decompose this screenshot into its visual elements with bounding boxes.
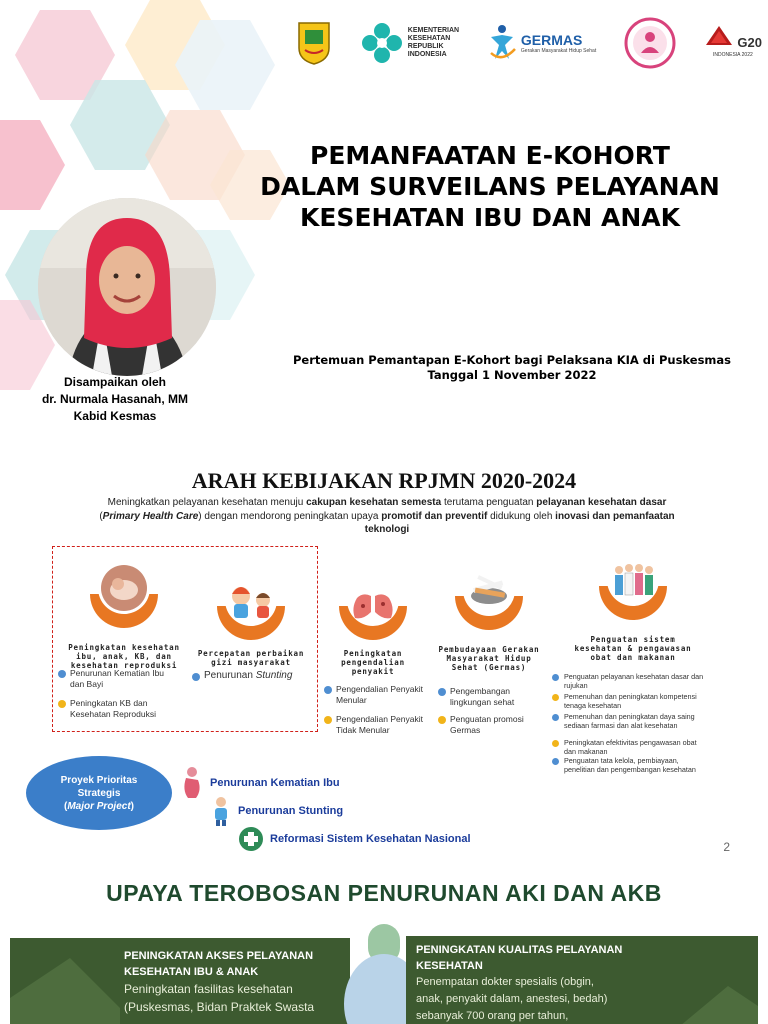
kemenkes-cross-icon xyxy=(360,21,404,65)
badge-line: Strategis xyxy=(77,787,121,799)
lead-emphasis: promotif dan preventif xyxy=(381,510,488,522)
panel-access-content xyxy=(124,948,344,1016)
panel-text: Penempatan dokter spesialis (obgin, xyxy=(416,976,594,988)
logo-row xyxy=(296,8,762,78)
badge-text: ) xyxy=(130,800,135,812)
panel-access xyxy=(10,938,350,1024)
presenter-role: Kabid Kesmas xyxy=(73,409,157,423)
project-label: Reformasi Sistem Kesehatan Nasional xyxy=(270,833,471,845)
pregnant-woman-icon xyxy=(180,766,204,800)
kemenkes-wordmark: KEMENTERIAN KESEHATAN REPUBLIK INDONESIA xyxy=(407,27,460,58)
pillar-germas xyxy=(432,556,546,672)
slide-title: ARAH KEBIJAKAN RPJMN 2020-2024 xyxy=(191,468,577,493)
pillar-label: Peningkatan kesehatan ibu, anak, KB, dan kesehatan reproduksi xyxy=(68,643,180,670)
lead-emphasis: pelayanan kesehatan dasar xyxy=(536,497,667,508)
breakthrough-slide xyxy=(0,866,768,1024)
project-label: Penurunan Stunting xyxy=(238,805,344,817)
presenter-line: Disampaikan oleh xyxy=(63,375,167,389)
event-subtitle xyxy=(262,353,762,383)
presenter-photo xyxy=(38,198,216,376)
project-maternal-mortality xyxy=(180,766,340,800)
cigarettes-icon xyxy=(449,556,529,636)
kemenkes-logo xyxy=(360,21,459,65)
project-health-reform xyxy=(238,826,471,852)
g20-wordmark: G20 xyxy=(737,35,762,50)
pillar-disease-control xyxy=(318,566,428,676)
panel-quality xyxy=(406,936,758,1024)
bullet-communicable: Pengendalian Penyakit Menular xyxy=(324,684,424,705)
g20-gunungan-icon xyxy=(704,25,734,47)
badge-text: ( xyxy=(63,800,68,812)
child-icon xyxy=(210,796,232,826)
gesit-logo xyxy=(624,17,676,69)
lead-emphasis: cakupan kesehatan semesta xyxy=(306,497,442,508)
presentation-title xyxy=(210,140,768,233)
lungs-icon xyxy=(333,566,413,646)
bullet-family-planning: Peningkatan KB dan Kesehatan Reproduksi xyxy=(58,698,188,719)
pillar-label: Peningkatan pengendalian penyakit xyxy=(341,649,405,676)
children-icon xyxy=(211,566,291,646)
major-project-badge xyxy=(26,756,172,830)
bullet-stunting xyxy=(192,671,312,682)
lead-text: ( xyxy=(99,510,103,522)
health-system-icon xyxy=(238,826,264,852)
bullet-maternal-mortality: Penurunan Kematian Ibu dan Bayi xyxy=(58,668,178,689)
health-workers-icon xyxy=(593,546,673,626)
panel-heading: PENINGKATAN AKSES PELAYANAN xyxy=(124,950,314,962)
project-stunting xyxy=(210,796,343,826)
germas-figure-icon xyxy=(487,23,517,63)
panel-heading: KESEHATAN xyxy=(416,960,483,972)
bullet-text: Penurunan xyxy=(204,670,256,681)
badge-line: Proyek Prioritas xyxy=(60,774,138,786)
bullet-pharmaceuticals: Pemenuhan dan peningkatan daya saing sediaan farmasi dan alat kesehatan xyxy=(552,712,708,730)
panel-text: Peningkatan fasilitas kesehatan xyxy=(124,982,293,996)
bullet-healthy-environment: Pengembangan lingkungan sehat xyxy=(438,686,538,707)
pillar-nutrition xyxy=(186,566,316,667)
bullet-germas-promotion: Penguatan promosi Germas xyxy=(438,714,538,735)
lead-text: ) dengan mendorong peningkatan upaya xyxy=(198,510,382,522)
title-line: KESEHATAN IBU DAN ANAK xyxy=(299,203,681,232)
event-name: Pertemuan Pemantapan E-Kohort bagi Pelaksana KIA di Puskesmas xyxy=(292,353,732,367)
pillar-maternal-child xyxy=(58,554,190,670)
page-number: 2 xyxy=(723,840,730,854)
bullet-emphasis: Stunting xyxy=(255,670,293,681)
regency-shield-icon xyxy=(296,20,332,66)
pillar-label: Penguatan sistem kesehatan & pengawasan obat dan makanan xyxy=(574,635,692,662)
panel-text: sebanyak 700 orang per tahun, xyxy=(416,1010,569,1022)
mother-baby-icon xyxy=(84,554,164,634)
lead-text: terutama penguatan xyxy=(441,497,537,508)
germas-wordmark: GERMAS xyxy=(520,32,583,48)
lead-text: didukung oleh xyxy=(487,510,556,522)
title-line: PEMANFAATAN E-KOHORT xyxy=(310,141,670,170)
gesit-seal-icon xyxy=(624,17,676,69)
lead-text: Meningkatkan pelayanan kesehatan menuju xyxy=(107,497,307,508)
germas-logo xyxy=(487,23,596,63)
policy-statement xyxy=(92,496,682,537)
project-label: Penurunan Kematian Ibu xyxy=(210,777,340,789)
bullet-governance: Penguatan tata kelola, pembiayaan, penelitian dan pengembangan kesehatan xyxy=(552,756,708,774)
bullet-non-communicable: Pengendalian Penyakit Tidak Menular xyxy=(324,714,424,735)
g20-tagline: INDONESIA 2022 xyxy=(713,52,753,58)
presenter-name: dr. Nurmala Hasanah, MM xyxy=(41,392,189,406)
title-slide xyxy=(0,0,768,436)
panel-text: (Puskesmas, Bidan Praktek Swasta xyxy=(124,1000,315,1014)
panel-text: anak, penyakit dalam, anestesi, bedah) xyxy=(416,993,608,1005)
policy-slide xyxy=(0,436,768,866)
panel-decoration-icon xyxy=(668,976,758,1024)
regency-logo xyxy=(296,20,332,66)
bullet-health-workforce: Pemenuhan dan peningkatan kompetensi tenaga kesehatan xyxy=(552,692,708,710)
bullet-basic-services: Penguatan pelayanan kesehatan dasar dan rujukan xyxy=(552,672,708,690)
panel-quality-content xyxy=(416,942,676,1024)
presenter-info xyxy=(20,374,210,425)
pillar-label: Percepatan perbaikan gizi masyarakat xyxy=(197,649,305,667)
g20-logo xyxy=(704,25,762,61)
panel-heading: PENINGKATAN KUALITAS PELAYANAN xyxy=(416,944,623,956)
pillar-label: Pembudayaan Gerakan Masyarakat Hidup Sehat (Germas) xyxy=(438,645,540,672)
pillar-health-system xyxy=(570,546,696,662)
slide-title: UPAYA TEROBOSAN PENURUNAN AKI DAN AKB xyxy=(106,880,662,906)
badge-emphasis: Major Project xyxy=(67,800,131,812)
badge-line xyxy=(26,800,172,813)
panel-heading: KESEHATAN IBU & ANAK xyxy=(124,966,259,978)
lead-emphasis: Primary Health Care xyxy=(102,510,199,522)
lead-emphasis: inovasi dan pemanfaatan teknologi xyxy=(364,510,675,535)
event-date: Tanggal 1 November 2022 xyxy=(427,368,597,382)
presenter-portrait-icon xyxy=(38,198,216,376)
germas-tagline: Gerakan Masyarakat Hidup Sehat xyxy=(520,48,597,54)
bullet-food-drug-supervision: Peningkatan efektivitas pengawasan obat dan makanan xyxy=(552,738,708,756)
title-line: DALAM SURVEILANS PELAYANAN xyxy=(260,172,720,201)
